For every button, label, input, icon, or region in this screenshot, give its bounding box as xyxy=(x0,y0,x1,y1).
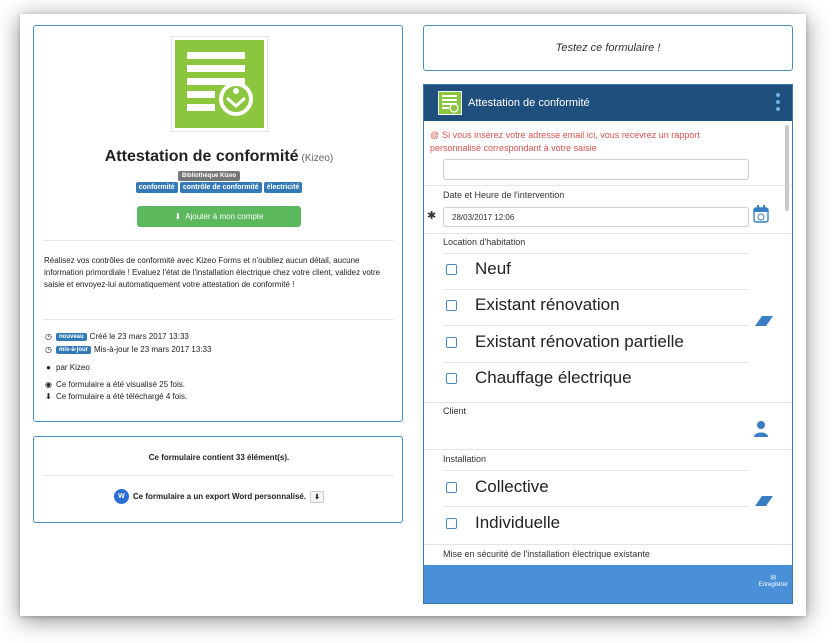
tag-controle[interactable]: contrôle de conformité xyxy=(180,182,262,193)
checkbox[interactable] xyxy=(446,482,457,493)
downloads-info: ⬇ Ce formulaire a été téléchargé 4 fois. xyxy=(45,392,188,401)
required-icon: ✱ xyxy=(427,210,437,222)
option-collective[interactable]: Collective xyxy=(446,477,549,497)
divider xyxy=(44,319,394,320)
user-icon: ● xyxy=(46,363,51,372)
checkbox[interactable] xyxy=(446,300,457,311)
form-description: Réalisez vos contrôles de conformité avec Kizeo Forms et n'oubliez aucun détail, aucune information primordiale ! Evaluez l'état de l'installation électrique chez votre client, validez votre saisie et envoyez-lui automatiquement votre attestation de conformité ! xyxy=(44,256,381,289)
preview-header xyxy=(424,85,792,121)
at-icon: @ xyxy=(430,130,440,140)
divider xyxy=(44,475,394,476)
save-button[interactable]: ✉ Enregistrer xyxy=(758,575,788,588)
email-hint: @ Si vous insérez votre adresse email ici, vous recevrez un rapport personnalisé correspondant à votre saisie xyxy=(430,130,700,153)
option-neuf[interactable]: Neuf xyxy=(446,259,511,279)
updated-info: ◷ mis-à-jour Mis-à-jour le 23 mars 2017 13:33 xyxy=(45,345,212,354)
divider xyxy=(424,185,792,186)
updated-badge: mis-à-jour xyxy=(56,346,91,354)
elements-panel xyxy=(33,436,403,523)
download-icon: ⬇ xyxy=(174,212,182,221)
divider xyxy=(443,470,749,471)
option-chauffage-electrique[interactable]: Chauffage électrique xyxy=(446,368,632,388)
tag-conformite[interactable]: conformité xyxy=(136,182,178,193)
created-info: ◷ nouveau Créé le 23 mars 2017 13:33 xyxy=(45,332,189,341)
form-logo-small xyxy=(438,91,462,115)
option-existant-renovation-partielle[interactable]: Existant rénovation partielle xyxy=(446,332,684,352)
divider xyxy=(443,506,749,507)
eraser-icon[interactable] xyxy=(754,315,774,327)
option-individuelle[interactable]: Individuelle xyxy=(446,513,560,533)
divider xyxy=(424,402,792,403)
location-label: Location d'habitation xyxy=(443,237,526,247)
tag-list xyxy=(34,182,404,193)
date-input[interactable]: 28/03/2017 12:06 xyxy=(443,207,749,227)
scrollbar[interactable] xyxy=(785,125,789,211)
divider xyxy=(443,325,749,326)
clock-icon: ◷ xyxy=(45,345,52,354)
security-label: Mise en sécurité de l'installation électrique existante xyxy=(443,549,650,559)
checkbox[interactable] xyxy=(446,337,457,348)
library-badge: Bibliothèque Kizeo xyxy=(178,171,240,181)
installation-label: Installation xyxy=(443,454,487,464)
word-icon: W xyxy=(114,489,129,504)
test-form-banner: Testez ce formulaire ! xyxy=(423,25,793,71)
add-to-account-button[interactable]: ⬇ Ajouter à mon compte xyxy=(137,206,301,227)
form-info-panel xyxy=(33,25,403,422)
download-icon: ⬇ xyxy=(45,392,52,401)
preview-footer xyxy=(424,565,792,603)
form-logo xyxy=(171,36,268,132)
envelope-icon: ✉ xyxy=(770,575,777,582)
divider xyxy=(443,253,749,254)
form-title: Attestation de conformité (Kizeo) xyxy=(104,148,334,165)
new-badge: nouveau xyxy=(56,333,87,341)
preview-title: Attestation de conformité xyxy=(468,97,590,109)
checkbox[interactable] xyxy=(446,264,457,275)
divider xyxy=(424,449,792,450)
client-label: Client xyxy=(443,406,467,416)
preview-body[interactable] xyxy=(424,121,792,566)
element-count: Ce formulaire contient 33 élément(s). xyxy=(148,453,290,462)
divider xyxy=(443,362,749,363)
eraser-icon[interactable] xyxy=(754,495,774,507)
tag-electricite[interactable]: électricité xyxy=(264,182,303,193)
divider xyxy=(443,289,749,290)
word-export-row: W Ce formulaire a un export Word personnalisé. ⬇ xyxy=(34,489,404,504)
form-list-icon xyxy=(175,40,264,128)
clock-icon: ◷ xyxy=(45,332,52,341)
author-info: ● par Kizeo xyxy=(44,363,90,372)
eye-icon: ◉ xyxy=(45,380,52,389)
email-input[interactable] xyxy=(443,159,749,180)
divider xyxy=(424,544,792,545)
divider xyxy=(424,233,792,234)
calendar-icon[interactable] xyxy=(753,205,769,223)
person-icon[interactable] xyxy=(754,421,768,437)
date-label: Date et Heure de l'intervention xyxy=(443,190,565,200)
option-existant-renovation[interactable]: Existant rénovation xyxy=(446,295,620,315)
divider xyxy=(44,240,394,241)
checkbox[interactable] xyxy=(446,518,457,529)
menu-dots-icon[interactable] xyxy=(776,93,780,111)
checkbox[interactable] xyxy=(446,373,457,384)
views-info: ◉ Ce formulaire a été visualisé 25 fois. xyxy=(45,380,185,389)
form-preview xyxy=(423,84,793,604)
download-word-button[interactable]: ⬇ xyxy=(310,491,324,503)
